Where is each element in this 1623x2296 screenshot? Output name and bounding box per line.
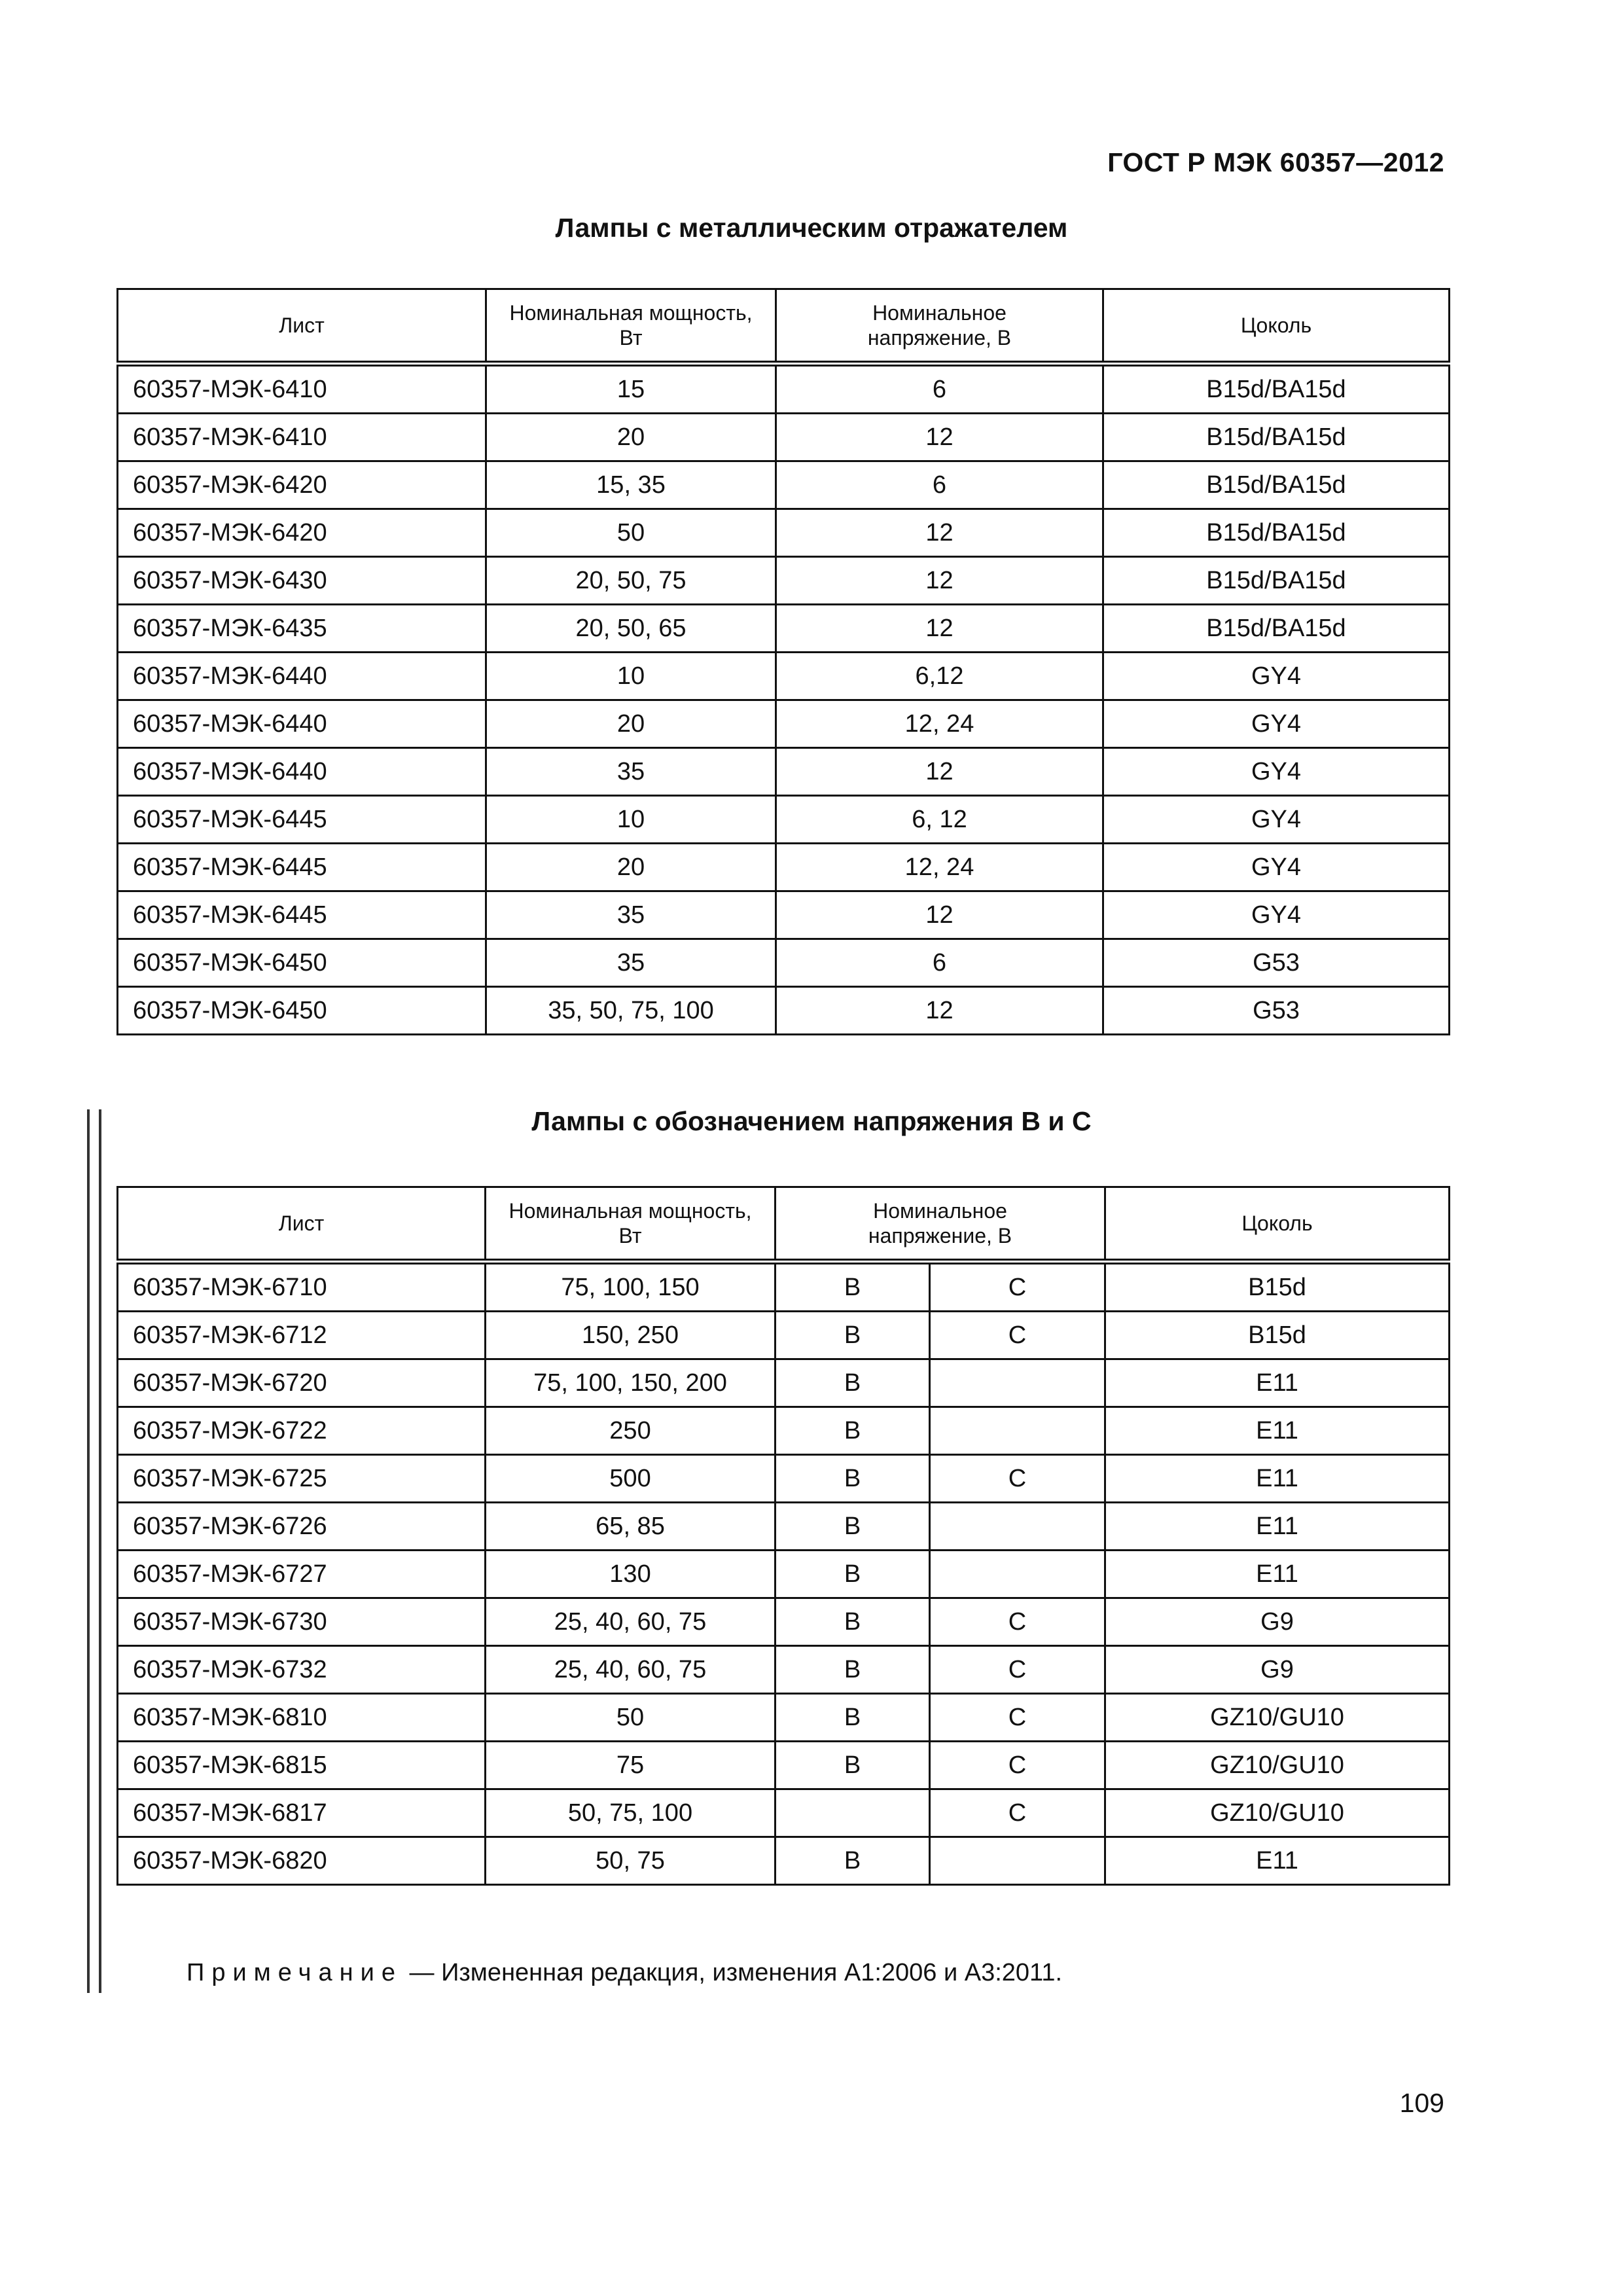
voltage-b-c-lamps-table: [116, 1186, 1450, 1886]
cell-c: [930, 1551, 1105, 1598]
table-row: [118, 1503, 1450, 1551]
cell-sheet: 60357-МЭК-6440: [118, 700, 486, 748]
cell-sheet: 60357-МЭК-6730: [118, 1598, 486, 1646]
column-header-power: Номинальная мощность, Вт: [486, 289, 776, 364]
table-row: [118, 605, 1450, 653]
cell-power: 35: [486, 891, 776, 939]
cell-voltage: 12: [776, 891, 1103, 939]
cell-cap: GY4: [1103, 891, 1450, 939]
cell-sheet: 60357-МЭК-6410: [118, 364, 486, 414]
cell-power: 20: [486, 700, 776, 748]
cell-c: C: [930, 1312, 1105, 1359]
cell-c: C: [930, 1646, 1105, 1694]
note-text: — Измененная редакция, изменения А1:2006 и А3:2011.: [402, 1959, 1063, 1986]
cell-voltage: 6: [776, 939, 1103, 987]
cell-sheet: 60357-МЭК-6445: [118, 796, 486, 844]
table-row: [118, 1455, 1450, 1503]
cell-b: B: [776, 1742, 930, 1789]
cell-sheet: 60357-МЭК-6450: [118, 939, 486, 987]
cell-cap: G9: [1105, 1598, 1450, 1646]
cell-b: B: [776, 1262, 930, 1312]
table-row: [118, 700, 1450, 748]
cell-voltage: 12: [776, 557, 1103, 605]
cell-c: [930, 1359, 1105, 1407]
column-header-sheet: Лист: [118, 1187, 486, 1262]
cell-power: 65, 85: [486, 1503, 776, 1551]
cell-voltage: 12: [776, 509, 1103, 557]
cell-sheet: 60357-МЭК-6435: [118, 605, 486, 653]
cell-cap: E11: [1105, 1837, 1450, 1885]
cell-cap: G9: [1105, 1646, 1450, 1694]
table-row: [118, 1551, 1450, 1598]
cell-c: [930, 1837, 1105, 1885]
cell-cap: GZ10/GU10: [1105, 1742, 1450, 1789]
cell-cap: G53: [1103, 939, 1450, 987]
cell-power: 50, 75: [486, 1837, 776, 1885]
cell-power: 75: [486, 1742, 776, 1789]
cell-power: 130: [486, 1551, 776, 1598]
cell-cap: GZ10/GU10: [1105, 1789, 1450, 1837]
table-row: [118, 1742, 1450, 1789]
cell-sheet: 60357-МЭК-6725: [118, 1455, 486, 1503]
cell-b: B: [776, 1694, 930, 1742]
cell-cap: GY4: [1103, 844, 1450, 891]
cell-sheet: 60357-МЭК-6817: [118, 1789, 486, 1837]
table-body: [118, 1262, 1450, 1885]
table-row: [118, 461, 1450, 509]
table-row: [118, 1837, 1450, 1885]
section-title-metal-reflector: Лампы с металлическим отражателем: [555, 213, 1068, 243]
cell-c: C: [930, 1455, 1105, 1503]
table-row: [118, 1262, 1450, 1312]
cell-power: 35: [486, 939, 776, 987]
cell-sheet: 60357-МЭК-6727: [118, 1551, 486, 1598]
cell-voltage: 6: [776, 364, 1103, 414]
cell-voltage: 12, 24: [776, 844, 1103, 891]
cell-voltage: 12: [776, 987, 1103, 1035]
column-header-voltage: Номинальное напряжение, В: [776, 289, 1103, 364]
cell-sheet: 60357-МЭК-6722: [118, 1407, 486, 1455]
cell-cap: E11: [1105, 1551, 1450, 1598]
table-row: [118, 1646, 1450, 1694]
cell-cap: B15d/BA15d: [1103, 557, 1450, 605]
table-row: [118, 1312, 1450, 1359]
table-row: [118, 748, 1450, 796]
cell-power: 500: [486, 1455, 776, 1503]
cell-c: C: [930, 1598, 1105, 1646]
cell-sheet: 60357-МЭК-6445: [118, 844, 486, 891]
table-row: [118, 939, 1450, 987]
cell-sheet: 60357-МЭК-6732: [118, 1646, 486, 1694]
cell-voltage: 6,12: [776, 653, 1103, 700]
section-title-voltage-b-c: Лампы с обозначением напряжения B и C: [531, 1106, 1092, 1136]
table-body: [118, 364, 1450, 1035]
table-row: [118, 1359, 1450, 1407]
cell-cap: B15d: [1105, 1312, 1450, 1359]
note-label: Примечание: [187, 1959, 402, 1986]
cell-voltage: 6: [776, 461, 1103, 509]
cell-b: [776, 1789, 930, 1837]
cell-cap: GY4: [1103, 796, 1450, 844]
cell-power: 15, 35: [486, 461, 776, 509]
cell-cap: B15d/BA15d: [1103, 364, 1450, 414]
cell-b: B: [776, 1407, 930, 1455]
cell-b: B: [776, 1312, 930, 1359]
cell-c: [930, 1503, 1105, 1551]
cell-power: 35, 50, 75, 100: [486, 987, 776, 1035]
column-header-voltage: Номинальное напряжение, В: [776, 1187, 1105, 1262]
table-row: [118, 653, 1450, 700]
cell-sheet: 60357-МЭК-6450: [118, 987, 486, 1035]
table-header-row: [118, 1187, 1450, 1262]
table-row: [118, 796, 1450, 844]
page-number: 109: [1399, 2088, 1444, 2118]
cell-sheet: 60357-МЭК-6410: [118, 414, 486, 461]
document-code: ГОСТ Р МЭК 60357—2012: [1107, 147, 1444, 177]
table-row: [118, 1407, 1450, 1455]
cell-sheet: 60357-МЭК-6440: [118, 748, 486, 796]
cell-sheet: 60357-МЭК-6440: [118, 653, 486, 700]
table-row: [118, 987, 1450, 1035]
column-header-cap: Цоколь: [1103, 289, 1450, 364]
cell-sheet: 60357-МЭК-6820: [118, 1837, 486, 1885]
cell-cap: E11: [1105, 1407, 1450, 1455]
cell-power: 20: [486, 844, 776, 891]
table-row: [118, 844, 1450, 891]
cell-c: C: [930, 1789, 1105, 1837]
note: [187, 1959, 1062, 1987]
cell-power: 35: [486, 748, 776, 796]
cell-power: 15: [486, 364, 776, 414]
cell-sheet: 60357-МЭК-6726: [118, 1503, 486, 1551]
cell-sheet: 60357-МЭК-6720: [118, 1359, 486, 1407]
cell-voltage: 12: [776, 414, 1103, 461]
cell-cap: GY4: [1103, 748, 1450, 796]
cell-c: C: [930, 1694, 1105, 1742]
change-bar-marker: [87, 1109, 101, 1993]
cell-power: 250: [486, 1407, 776, 1455]
cell-power: 20, 50, 65: [486, 605, 776, 653]
cell-cap: GZ10/GU10: [1105, 1694, 1450, 1742]
cell-cap: GY4: [1103, 653, 1450, 700]
cell-sheet: 60357-МЭК-6810: [118, 1694, 486, 1742]
table-row: [118, 364, 1450, 414]
cell-c: C: [930, 1742, 1105, 1789]
cell-cap: B15d/BA15d: [1103, 509, 1450, 557]
cell-power: 20, 50, 75: [486, 557, 776, 605]
cell-power: 50: [486, 509, 776, 557]
cell-b: B: [776, 1551, 930, 1598]
cell-cap: B15d: [1105, 1262, 1450, 1312]
table-row: [118, 414, 1450, 461]
cell-c: C: [930, 1262, 1105, 1312]
cell-power: 10: [486, 796, 776, 844]
cell-b: B: [776, 1837, 930, 1885]
cell-power: 20: [486, 414, 776, 461]
table-row: [118, 1694, 1450, 1742]
cell-voltage: 6, 12: [776, 796, 1103, 844]
cell-voltage: 12: [776, 605, 1103, 653]
cell-power: 75, 100, 150, 200: [486, 1359, 776, 1407]
metal-reflector-lamps-table: [116, 288, 1450, 1035]
table-row: [118, 891, 1450, 939]
cell-cap: E11: [1105, 1503, 1450, 1551]
cell-power: 50: [486, 1694, 776, 1742]
cell-c: [930, 1407, 1105, 1455]
column-header-power: Номинальная мощность, Вт: [486, 1187, 776, 1262]
column-header-cap: Цоколь: [1105, 1187, 1450, 1262]
cell-sheet: 60357-МЭК-6420: [118, 509, 486, 557]
cell-sheet: 60357-МЭК-6710: [118, 1262, 486, 1312]
table-row: [118, 509, 1450, 557]
cell-sheet: 60357-МЭК-6815: [118, 1742, 486, 1789]
cell-power: 10: [486, 653, 776, 700]
cell-power: 25, 40, 60, 75: [486, 1646, 776, 1694]
cell-power: 75, 100, 150: [486, 1262, 776, 1312]
cell-cap: G53: [1103, 987, 1450, 1035]
cell-voltage: 12, 24: [776, 700, 1103, 748]
cell-cap: B15d/BA15d: [1103, 605, 1450, 653]
cell-b: B: [776, 1455, 930, 1503]
cell-sheet: 60357-МЭК-6430: [118, 557, 486, 605]
cell-voltage: 12: [776, 748, 1103, 796]
table-row: [118, 557, 1450, 605]
cell-sheet: 60357-МЭК-6445: [118, 891, 486, 939]
cell-cap: B15d/BA15d: [1103, 461, 1450, 509]
cell-cap: GY4: [1103, 700, 1450, 748]
cell-b: B: [776, 1598, 930, 1646]
cell-sheet: 60357-МЭК-6420: [118, 461, 486, 509]
cell-power: 25, 40, 60, 75: [486, 1598, 776, 1646]
column-header-sheet: Лист: [118, 289, 486, 364]
cell-b: B: [776, 1503, 930, 1551]
cell-power: 50, 75, 100: [486, 1789, 776, 1837]
table-row: [118, 1598, 1450, 1646]
cell-b: B: [776, 1646, 930, 1694]
cell-b: B: [776, 1359, 930, 1407]
cell-power: 150, 250: [486, 1312, 776, 1359]
cell-cap: B15d/BA15d: [1103, 414, 1450, 461]
cell-sheet: 60357-МЭК-6712: [118, 1312, 486, 1359]
table-header-row: [118, 289, 1450, 364]
cell-cap: E11: [1105, 1455, 1450, 1503]
table-row: [118, 1789, 1450, 1837]
cell-cap: E11: [1105, 1359, 1450, 1407]
